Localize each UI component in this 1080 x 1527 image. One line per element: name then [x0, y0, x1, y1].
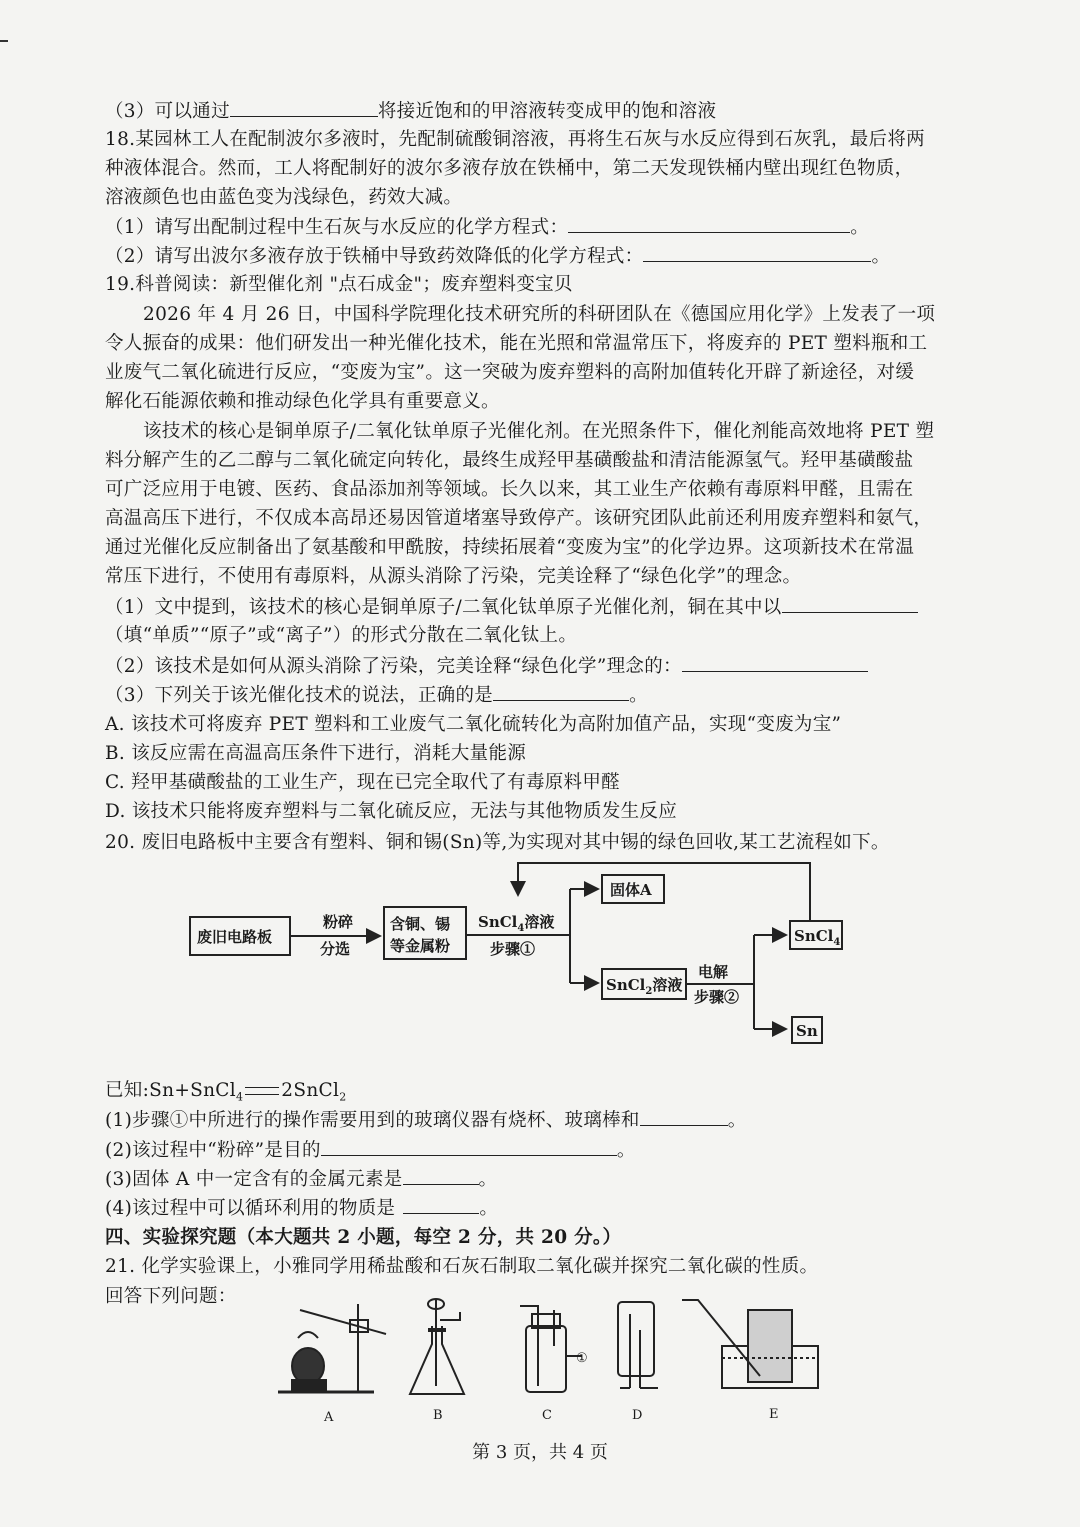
sncl2-label: SnCl$_2$溶液 [606, 976, 683, 997]
q21-stem: 21. 化学实验课上，小雅同学用稀盐酸和石灰石制取二氧化碳并探究二氧化碳的性质。 [105, 1256, 819, 1277]
answer-blank[interactable] [782, 594, 918, 613]
q19-sub1-text: （1）文中提到，该技术的核心是铜单原子/二氧化钛单原子光催化剂，铜在其中以 [105, 597, 782, 618]
known-equation [105, 1078, 347, 1111]
step-sort-label: 分选 [320, 940, 351, 958]
passage-p1-line1: 2026 年 4 月 26 日，中国科学院理化技术研究所的科研团队在《德国应用化学》上发表了一项 [143, 304, 936, 325]
passage-p1-line4: 解化石能源依赖和推动绿色化学具有重要意义。 [105, 391, 500, 412]
period: 。 [616, 1140, 636, 1161]
answer-blank[interactable] [403, 1195, 479, 1214]
equals-sign [245, 1087, 279, 1095]
q19-sub2-text: （2）该技术是如何从源头消除了污染，完美诠释“绿色化学”理念的： [105, 656, 682, 677]
apparatus-d [618, 1302, 658, 1388]
q19-sub3 [105, 682, 648, 709]
q20-sub2 [105, 1137, 636, 1164]
q20-sub1-text: 中所进行的操作需要用到的玻璃仪器有烧杯、玻璃棒和 [188, 1110, 640, 1131]
q20-sub1 [105, 1107, 747, 1134]
answer-blank[interactable] [321, 1137, 617, 1156]
q19-title: 19.科普阅读：新型催化剂 "点石成金"；废弃塑料变宝贝 [105, 274, 573, 295]
period: 。 [850, 217, 870, 238]
answer-blank[interactable] [643, 243, 871, 262]
q20-sub3 [105, 1166, 497, 1193]
period: 。 [479, 1198, 499, 1219]
q17-sub3 [105, 98, 716, 125]
q18-sub2-text: （2）请写出波尔多液存放于铁桶中导致药效降低的化学方程式： [105, 246, 644, 267]
option-d: D. 该技术只能将废弃塑料与二氧化硫反应，无法与其他物质发生反应 [105, 801, 678, 822]
q19-sub1 [105, 594, 918, 621]
q19-sub3-text: （3）下列关于该光催化技术的说法，正确的是 [105, 685, 494, 706]
option-c: C. 羟甲基磺酸盐的工业生产，现在已完全取代了有毒原料甲醛 [105, 772, 620, 793]
apparatus-label-e: E [769, 1407, 779, 1422]
process-flowchart [180, 855, 860, 1055]
step2-label: 步骤② [694, 988, 740, 1006]
eq-right: 2SnCl [281, 1080, 340, 1101]
passage-p2-line2: 料分解产生的乙二醇与二氧化硫定向转化，最终生成羟甲基磺酸盐和清洁能源氢气。羟甲基磺酸盐 [105, 450, 914, 471]
q17-sub3-text: （3）可以通过 [105, 101, 230, 122]
passage-p1-line3: 业废气二氧化硫进行反应，“变废为宝”。这一突破为废弃塑料的高附加值转化开辟了新途径，对缓 [105, 362, 915, 383]
period: 。 [727, 1110, 747, 1131]
step1-label: 步骤① [490, 940, 536, 958]
eq-left: 已知:Sn+SnCl [105, 1080, 236, 1101]
apparatus-label-c: C [542, 1408, 552, 1423]
box-waste-label: 废旧电路板 [197, 928, 273, 946]
apparatus-b [410, 1299, 464, 1394]
option-a: A. 该技术可将废弃 PET 塑料和工业废气二氧化硫转化为高附加值产品，实现“变废为宝” [105, 714, 842, 735]
q20-sub3-text: (3)固体 A 中一定含有的金属元素是 [105, 1169, 403, 1190]
q18-stem-2: 种液体混合。然而，工人将配制好的波尔多液存放在铁桶中，第二天发现铁桶内壁出现红色物质， [105, 158, 914, 179]
answer-blank[interactable] [640, 1107, 728, 1126]
passage-p2-line3: 可广泛应用于电镀、医药、食品添加剂等领域。长久以来，其工业生产依赖有毒原料甲醛，且需在 [105, 479, 914, 500]
step-crush-label: 粉碎 [323, 913, 354, 931]
q17-sub3-tail: 将接近饱和的甲溶液转变成甲的饱和溶液 [377, 101, 717, 122]
q20-sub1-lead: (1)步骤 [105, 1110, 170, 1131]
circled-one: ① [169, 1110, 189, 1131]
answer-blank[interactable] [493, 682, 629, 701]
answer-blank[interactable] [403, 1166, 479, 1185]
option-b: B. 该反应需在高温高压条件下进行，消耗大量能源 [105, 743, 527, 764]
q18-stem-1: 18.某园林工人在配制波尔多液时，先配制硫酸铜溶液，再将生石灰与水反应得到石灰乳，最后将两 [105, 129, 925, 150]
q19-sub1-cont: （填“单质”“原子”或“离子”）的形式分散在二氧化钛上。 [105, 625, 578, 646]
q20-sub4 [105, 1195, 498, 1222]
period: 。 [871, 246, 891, 267]
apparatus-label-b: B [433, 1408, 443, 1423]
sncl4-solution-label: SnCl$_4$溶液 [478, 913, 555, 934]
c-port-label: ① [576, 1351, 588, 1366]
answer-blank[interactable] [568, 214, 850, 233]
q18-sub2 [105, 243, 890, 270]
q18-sub1 [105, 214, 869, 241]
apparatus-c [520, 1306, 582, 1392]
q19-sub2 [105, 653, 868, 680]
answer-blank[interactable] [230, 98, 378, 117]
sn-label: Sn [796, 1022, 818, 1040]
metal-powder-label-1: 含铜、锡 [390, 915, 451, 933]
period: 。 [629, 685, 648, 706]
metal-powder-label-2: 等金属粉 [390, 937, 451, 955]
answer-blank[interactable] [682, 653, 868, 672]
apparatus-label-d: D [632, 1408, 643, 1423]
q20-sub2-text: (2)该过程中“粉碎”是目的 [105, 1140, 321, 1161]
scan-edge-mark [0, 40, 8, 42]
passage-p2-line1: 该技术的核心是铜单原子/二氧化钛单原子光催化剂。在光照条件下，催化剂能高效地将 PET 塑 [143, 421, 935, 442]
electrolysis-label: 电解 [698, 963, 729, 981]
passage-p2-line5: 通过光催化反应制备出了氨基酸和甲酰胺，持续拓展着“变废为宝”的化学边界。这项新技术在常温 [105, 537, 915, 558]
apparatus-e [682, 1300, 818, 1388]
sncl4-label: SnCl$_4$ [794, 927, 841, 948]
apparatus-label-a: A [324, 1410, 334, 1425]
passage-p2-line4: 高温高压下进行，不仅成本高昂还易因管道堵塞导致停产。该研究团队此前还利用废弃塑料和氨气， [105, 508, 933, 529]
q18-stem-3: 溶液颜色也由蓝色变为浅绿色，药效大减。 [105, 187, 463, 208]
passage-p1-line2: 令人振奋的成果：他们研发出一种光催化技术，能在光照和常温常压下，将废弃的 PET 塑料瓶和工 [105, 333, 928, 354]
q20-sub4-text: (4)该过程中可以循环利用的物质是 [105, 1198, 396, 1219]
apparatus-figure [270, 1296, 830, 1426]
q20-stem: 20. 废旧电路板中主要含有塑料、铜和锡(Sn)等,为实现对其中锡的绿色回收,某工艺流程如下。 [105, 832, 890, 853]
solid-a-label: 固体A [610, 881, 652, 899]
eq-sub: 4 [235, 1090, 244, 1104]
apparatus-a [278, 1304, 386, 1392]
eq-sub: 2 [339, 1090, 347, 1104]
section-4-heading: 四、实验探究题（本大题共 2 小题，每空 2 分，共 20 分。） [105, 1227, 622, 1248]
period: 。 [478, 1169, 498, 1190]
page-footer: 第 3 页，共 4 页 [472, 1442, 608, 1463]
q18-sub1-text: （1）请写出配制过程中生石灰与水反应的化学方程式： [105, 217, 569, 238]
q21-prompt: 回答下列问题： [105, 1286, 237, 1307]
passage-p2-line6: 常压下进行，不使用有毒原料，从源头消除了污染，完美诠释了“绿色化学”的理念。 [105, 566, 802, 587]
